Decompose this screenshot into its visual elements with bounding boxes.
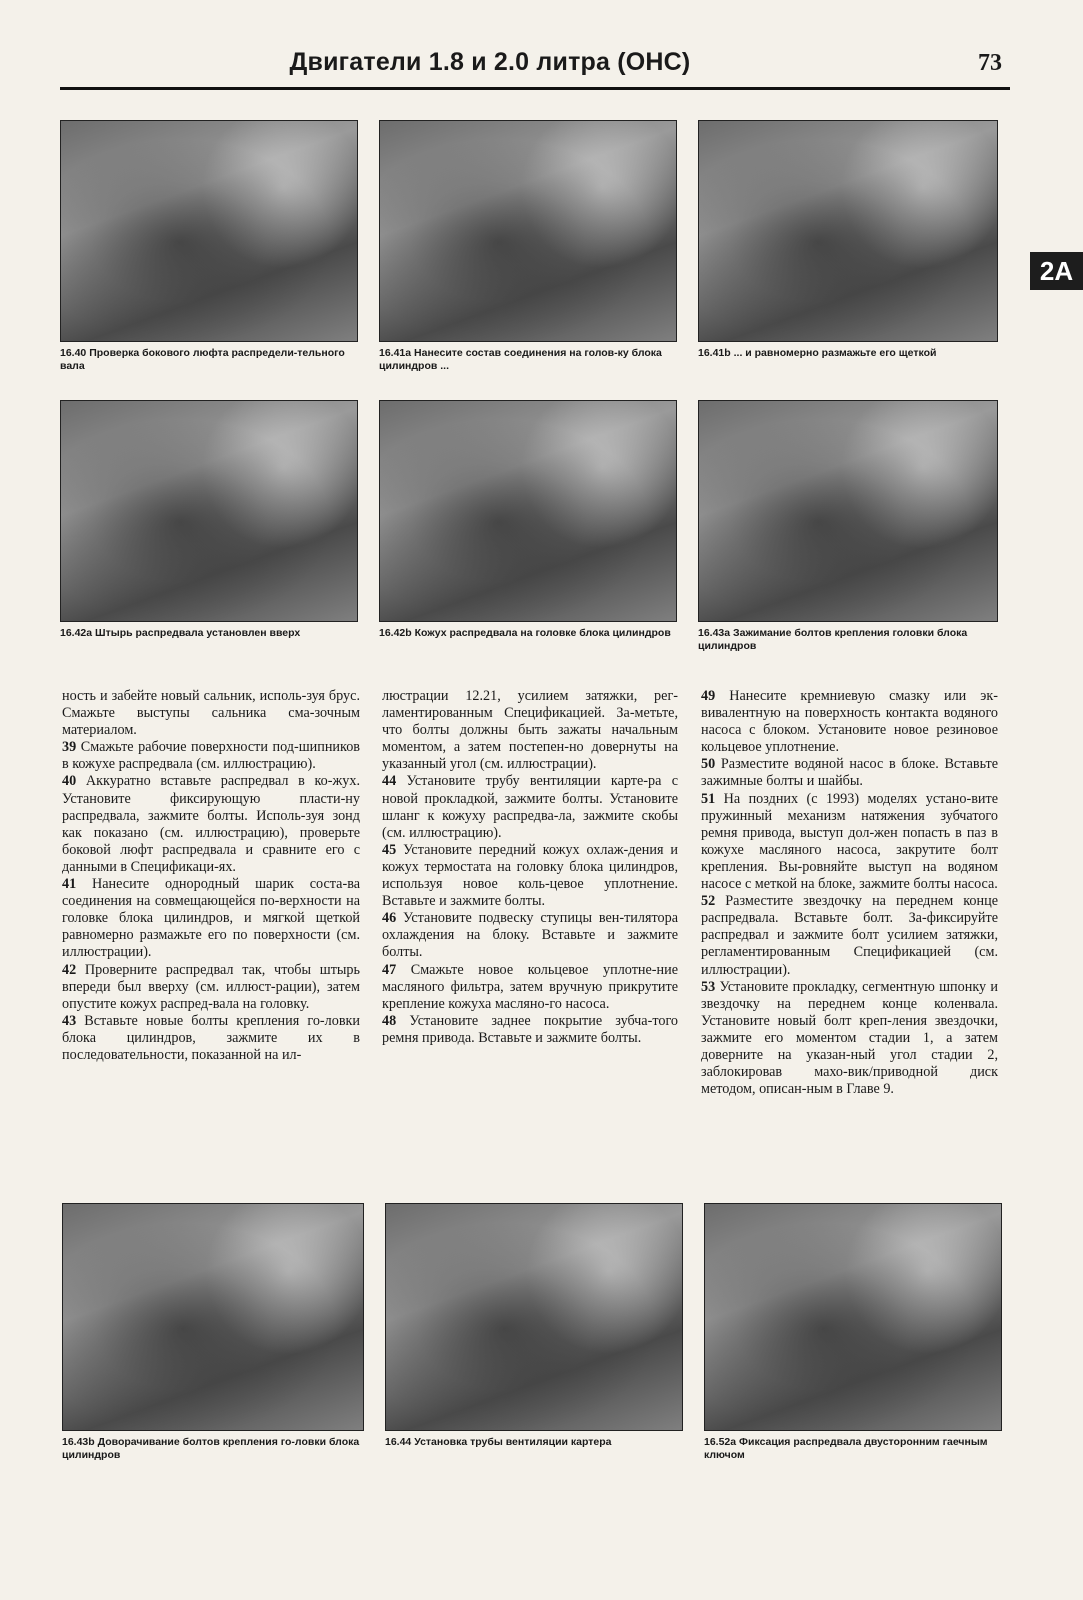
paragraph-number: 45 — [382, 841, 397, 858]
numbered-paragraph — [382, 962, 678, 1013]
paragraph-number: 42 — [62, 961, 77, 978]
paragraph-number: 48 — [382, 1012, 397, 1029]
paragraph: люстрации 12.21, усилием затяжки, рег-ламентированным Спецификацией. За-метьте, что болты должны быть зажаты начальным моментом, а затем постепен-но довернуты на указанный угол (см. иллюстрации). — [382, 688, 678, 773]
page-title: Двигатели 1.8 и 2.0 литра (OHC) — [289, 48, 691, 76]
numbered-paragraph — [382, 910, 678, 961]
figure-photo — [698, 400, 998, 622]
text-column-2 — [382, 688, 678, 1047]
paragraph-number: 43 — [62, 1012, 77, 1029]
figure-caption: 16.43a Зажимание болтов крепления головки блока цилиндров — [698, 627, 968, 652]
paragraph-number: 47 — [382, 961, 397, 978]
figure-16-43b — [62, 1203, 364, 1462]
numbered-paragraph — [62, 962, 360, 1013]
paragraph-number: 52 — [701, 893, 716, 910]
figure-caption: 16.40 Проверка бокового люфта распредели-тельного вала — [60, 347, 345, 372]
header-rule — [60, 87, 1010, 90]
figure-16-42b — [379, 400, 677, 640]
paragraph-text: Установите заднее покрытие зубча-того ремня привода. Вставьте и зажмите болты. — [382, 1012, 678, 1046]
figure-photo — [60, 120, 358, 342]
numbered-paragraph — [701, 979, 998, 1099]
figure-photo — [62, 1203, 364, 1431]
figure-photo — [698, 120, 998, 342]
paragraph-number: 49 — [701, 688, 716, 704]
numbered-paragraph — [62, 1013, 360, 1064]
text-column-1 — [62, 688, 360, 1064]
figure-caption: 16.41b ... и равномерно размажьте его щеткой — [698, 347, 937, 359]
paragraph-text: На поздних (с 1993) моделях устано-вите пружинный механизм натяжения зубчатого ремня привода, выступ дол-жен попасть в паз в кожухе масляного насоса, закрутите болт крепления. Вы-ровняйте выступ на водяном насосе с меткой на блоке, зажмите болты насоса. — [701, 790, 999, 893]
numbered-paragraph — [62, 739, 360, 773]
paragraph-text: Разместите водяной насос в блоке. Вставьте зажимные болты и шайбы. — [701, 756, 998, 790]
paragraph-text: Смажьте новое кольцевое уплотне-ние масляного фильтра, затем вручную прикрутите крепление кожуха масляно-го насоса. — [382, 961, 678, 1012]
paragraph-number: 44 — [382, 773, 397, 790]
paragraph-text: Установите прокладку, сегментную шпонку и звездочку на переднем конце коленвала. Установите новый болт креп-ления звездочки, зажмите его моментом стадии 1, а затем доверните на указан-ный угол стадии 2, заблокировав махо-вик/приводной диск методом, описан-ным в Главе 9. — [701, 978, 999, 1098]
figure-16-41b — [698, 120, 998, 360]
numbered-paragraph — [701, 756, 998, 790]
figure-photo — [379, 120, 677, 342]
paragraph-number: 41 — [62, 876, 77, 893]
paragraph-text: Установите трубу вентиляции карте-ра с новой прокладкой, зажмите болты. Установите шланг к кожуху распредва-ла, зажмите скобы (см. иллюстрацию). — [382, 773, 679, 841]
numbered-paragraph — [382, 773, 678, 841]
text-column-3 — [701, 688, 998, 1098]
figure-photo — [379, 400, 677, 622]
paragraph-text: Установите подвеску ступицы вен-тилятора охлаждения на блоку. Вставьте и зажмите болты. — [382, 910, 679, 961]
paragraph-text: Смажьте рабочие поверхности под-шипников в кожухе распредвала (см. иллюстрацию). — [62, 739, 360, 773]
figure-caption: 16.42b Кожух распредвала на головке блока цилиндров — [379, 627, 671, 639]
numbered-paragraph — [701, 688, 998, 756]
numbered-paragraph — [701, 791, 998, 894]
section-tab: 2A — [1030, 252, 1083, 290]
figure-16-43a — [698, 400, 998, 653]
paragraph-number: 40 — [62, 773, 77, 790]
figure-caption: 16.43b Доворачивание болтов крепления го-ловки блока цилиндров — [62, 1436, 360, 1461]
figure-caption: 16.42a Штырь распредвала установлен вверх — [60, 627, 301, 639]
paragraph-number: 46 — [382, 910, 397, 927]
figure-caption: 16.41a Нанесите состав соединения на голов-ку блока цилиндров ... — [379, 347, 662, 372]
paragraph-number: 39 — [62, 739, 77, 756]
paragraph-number: 51 — [701, 790, 716, 807]
paragraph-text: Нанесите кремниевую смазку или эк-вивалентную на поверхность контакта водяного насоса с блоком. Установите новое резиновое кольцевое уплотнение. — [701, 688, 998, 756]
numbered-paragraph — [382, 1013, 678, 1047]
figure-photo — [385, 1203, 683, 1431]
page-number: 73 — [978, 50, 1002, 76]
paragraph-text: Вставьте новые болты крепления го-ловки блока цилиндров, зажмите их в последовательности, показанной на ил- — [62, 1012, 360, 1063]
figure-16-41a — [379, 120, 677, 373]
figure-caption: 16.52a Фиксация распредвала двусторонним гаечным ключом — [704, 1436, 988, 1461]
figure-16-44 — [385, 1203, 683, 1449]
paragraph-text: Установите передний кожух охлаж-дения и кожух термостата на головку блока цилиндров, используя новое коль-цевое уплотнение. Вставьте и зажмите болты. — [382, 841, 678, 910]
figure-photo — [60, 400, 358, 622]
paragraph-number: 53 — [701, 978, 716, 995]
paragraph-text: Нанесите однородный шарик соста-ва соединения на совмещающейся по-верхности на головке блока цилиндров, и мягкой щеткой равномерно размажьте его по поверхности (см. иллюстрации). — [62, 876, 360, 961]
numbered-paragraph — [62, 876, 360, 961]
numbered-paragraph — [62, 773, 360, 876]
paragraph-text: Аккуратно вставьте распредвал в ко-жух. Установите фиксирующую пласти-ну распредвала, зажмите болты. Исполь-зуя зонд как показано (см. иллюстрацию), проверьте боковой люфт распредвала и сравните его с данными в Спецификаци-ях. — [62, 773, 360, 875]
paragraph-text: Разместите звездочку на переднем конце распредвала. Вставьте болт. За-фиксируйте распредвал и зажмите болт усилием затяжки, регламентированным Спецификацией (см. иллюстрации). — [701, 893, 999, 978]
figure-photo — [704, 1203, 1002, 1431]
numbered-paragraph — [701, 893, 998, 978]
figure-caption: 16.44 Установка трубы вентиляции картера — [385, 1436, 612, 1448]
figure-16-42a — [60, 400, 358, 640]
figure-16-52a — [704, 1203, 1002, 1462]
paragraph: ность и забейте новый сальник, исполь-зуя брус. Смажьте выступы сальника сма-зочным материалом. — [62, 688, 360, 739]
numbered-paragraph — [382, 842, 678, 910]
paragraph-number: 50 — [701, 756, 716, 773]
paragraph-text: Проверните распредвал так, чтобы штырь впереди был вверху (см. иллюст-рации), затем опустите кожух распред-вала на головку. — [62, 961, 360, 1012]
figure-16-40 — [60, 120, 358, 373]
